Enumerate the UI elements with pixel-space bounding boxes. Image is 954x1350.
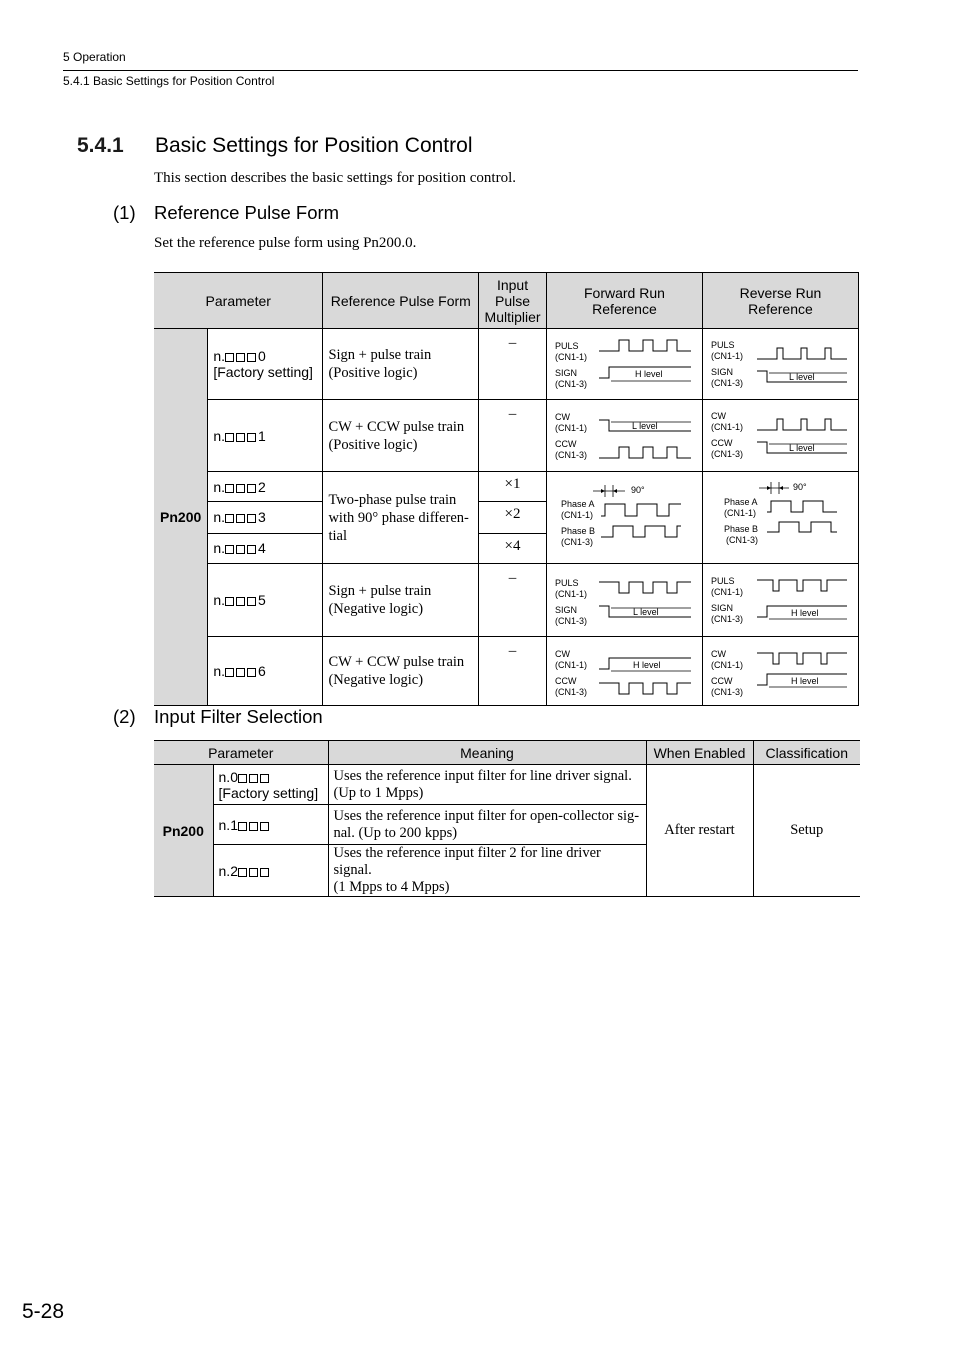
reverse-waveform-cell xyxy=(702,329,858,400)
svg-text:Phase A: Phase A xyxy=(560,499,595,509)
forward-waveform-sign-neg xyxy=(547,564,702,636)
reverse-waveform-cw-pos xyxy=(703,400,858,471)
svg-text:(CN1-3): (CN1-3) xyxy=(554,379,587,389)
factory-setting-note: [Factory setting] xyxy=(213,364,313,380)
svg-text:L level: L level xyxy=(788,443,815,453)
subsection-1-heading xyxy=(113,202,339,224)
factory-setting-note: [Factory setting] xyxy=(218,784,319,801)
multiplier-cell: – xyxy=(479,564,547,637)
svg-text:(CN1-3): (CN1-3) xyxy=(554,687,587,697)
forward-waveform-two-phase xyxy=(547,472,702,563)
svg-text:PULS: PULS xyxy=(554,578,579,588)
meaning-cell: Uses the reference input filter for open-collector sig- nal. (Up to 200 kpps) xyxy=(328,805,646,845)
setting-code-cell: n.1 xyxy=(213,805,328,845)
running-header-chapter: 5 Operation xyxy=(63,50,126,64)
svg-text:(CN1-1): (CN1-1) xyxy=(560,510,593,520)
header-forward-run: Forward Run Reference xyxy=(546,273,702,329)
subsection-1-title: Reference Pulse Form xyxy=(154,202,340,223)
svg-text:(CN1-1): (CN1-1) xyxy=(710,422,743,432)
svg-text:CW: CW xyxy=(554,649,570,659)
header-meaning: Meaning xyxy=(328,741,646,765)
forward-waveform-cell xyxy=(546,329,702,400)
svg-text:CCW: CCW xyxy=(710,676,733,686)
section-number: 5.4.1 xyxy=(77,134,124,157)
svg-text:SIGN: SIGN xyxy=(710,367,733,377)
header-multiplier: Input Pulse Multiplier xyxy=(479,273,547,329)
forward-waveform-cell xyxy=(546,400,702,472)
forward-waveform-sign-pos xyxy=(547,329,702,399)
header-parameter: Parameter xyxy=(154,273,323,329)
pulse-form-cell: CW + CCW pulse train (Positive logic) xyxy=(323,400,479,472)
svg-text:(CN1-1): (CN1-1) xyxy=(710,351,743,361)
multiplier-cell: ×2 xyxy=(479,502,547,533)
svg-text:CW: CW xyxy=(710,411,726,421)
svg-text:CCW: CCW xyxy=(554,439,577,449)
header-reverse-run: Reverse Run Reference xyxy=(702,273,858,329)
setting-code-cell: n. 5 xyxy=(208,564,323,637)
classification-cell: Setup xyxy=(753,765,860,897)
svg-text:L level: L level xyxy=(632,607,659,617)
forward-waveform-cw-pos xyxy=(547,400,702,471)
svg-text:H level: H level xyxy=(632,660,661,670)
subsection-1-desc: Set the reference pulse form using Pn200.0. xyxy=(154,235,417,251)
header-parameter: Parameter xyxy=(154,741,328,765)
svg-text:(CN1-3): (CN1-3) xyxy=(710,614,743,624)
header-rule xyxy=(63,70,858,71)
setting-code-cell: n. 1 xyxy=(208,400,323,472)
reference-pulse-form-table xyxy=(154,272,859,706)
forward-waveform-cell xyxy=(546,637,702,706)
reverse-waveform-cell xyxy=(702,400,858,472)
multiplier-cell: – xyxy=(479,637,547,706)
svg-text:CW: CW xyxy=(710,649,726,659)
svg-text:H level: H level xyxy=(790,608,819,618)
subsection-2-title: Input Filter Selection xyxy=(154,706,323,727)
param-pn200-cell: Pn200 xyxy=(154,765,213,897)
svg-text:(CN1-3): (CN1-3) xyxy=(554,616,587,626)
setting-code-cell: n.0 [Factory setting] xyxy=(213,765,328,805)
setting-code-cell: n. 4 xyxy=(208,533,323,563)
svg-text:PULS: PULS xyxy=(710,576,735,586)
reverse-waveform-sign-neg xyxy=(703,564,858,636)
meaning-cell: Uses the reference input filter for line driver signal. (Up to 1 Mpps) xyxy=(328,765,646,805)
svg-text:CCW: CCW xyxy=(554,676,577,686)
svg-text:(CN1-1): (CN1-1) xyxy=(554,352,587,362)
setting-code-cell: n. 6 xyxy=(208,637,323,706)
running-header-section: 5.4.1 Basic Settings for Position Control xyxy=(63,74,275,88)
multiplier-cell: ×4 xyxy=(479,533,547,563)
header-pulse-form: Reference Pulse Form xyxy=(323,273,479,329)
pulse-form-cell: Sign + pulse train (Positive logic) xyxy=(323,329,479,400)
svg-text:90°: 90° xyxy=(792,482,807,492)
param-pn200-cell: Pn200 xyxy=(154,329,208,706)
multiplier-cell: – xyxy=(479,400,547,472)
svg-text:Phase B: Phase B xyxy=(560,526,595,536)
svg-text:H level: H level xyxy=(634,369,663,379)
reverse-waveform-sign-pos xyxy=(703,329,858,399)
when-enabled-cell: After restart xyxy=(646,765,753,897)
subsection-2-heading xyxy=(113,706,323,728)
svg-text:L level: L level xyxy=(631,421,658,431)
svg-text:(CN1-3): (CN1-3) xyxy=(710,687,743,697)
svg-text:(CN1-1): (CN1-1) xyxy=(554,423,587,433)
pulse-form-cell: Sign + pulse train (Negative logic) xyxy=(323,564,479,637)
svg-text:90°: 90° xyxy=(630,485,645,495)
meaning-cell: Uses the reference input filter 2 for line driver signal. (1 Mpps to 4 Mpps) xyxy=(328,845,646,897)
section-heading xyxy=(77,134,472,158)
pulse-form-cell: CW + CCW pulse train (Negative logic) xyxy=(323,637,479,706)
svg-text:(CN1-1): (CN1-1) xyxy=(710,587,743,597)
multiplier-cell: – xyxy=(479,329,547,400)
forward-waveform-cell xyxy=(546,564,702,637)
svg-text:(CN1-3): (CN1-3) xyxy=(710,378,743,388)
svg-text:SIGN: SIGN xyxy=(710,603,733,613)
svg-text:(CN1-1): (CN1-1) xyxy=(710,660,743,670)
subsection-1-number: (1) xyxy=(113,202,136,223)
reverse-waveform-cell xyxy=(702,564,858,637)
setting-code-cell: n. 3 xyxy=(208,502,323,533)
svg-text:Phase B: Phase B xyxy=(723,524,758,534)
svg-text:Phase A: Phase A xyxy=(723,497,758,507)
svg-text:SIGN: SIGN xyxy=(554,368,577,378)
setting-code-cell: n. 0 [Factory setting] xyxy=(208,329,323,400)
svg-text:(CN1-1): (CN1-1) xyxy=(554,589,587,599)
svg-text:(CN1-1): (CN1-1) xyxy=(723,508,756,518)
pulse-form-cell: Two-phase pulse train with 90° phase differen- tial xyxy=(323,472,479,564)
input-filter-table xyxy=(154,740,860,897)
svg-text:L level: L level xyxy=(788,372,815,382)
header-classification: Classification xyxy=(753,741,860,765)
svg-text:(CN1-3): (CN1-3) xyxy=(554,450,587,460)
reverse-waveform-cell xyxy=(702,637,858,706)
svg-text:H level: H level xyxy=(790,676,819,686)
header-when-enabled: When Enabled xyxy=(646,741,753,765)
forward-waveform-cw-neg xyxy=(547,637,702,705)
svg-text:(CN1-1): (CN1-1) xyxy=(554,660,587,670)
reverse-waveform-cell xyxy=(702,472,858,564)
page-number: 5-28 xyxy=(22,1300,65,1323)
svg-text:(CN1-3): (CN1-3) xyxy=(560,537,593,547)
svg-text:CCW: CCW xyxy=(710,438,733,448)
reverse-waveform-cw-neg xyxy=(703,637,858,705)
multiplier-cell: ×1 xyxy=(479,472,547,502)
svg-text:SIGN: SIGN xyxy=(554,605,577,615)
setting-code-cell: n. 2 xyxy=(208,472,323,502)
section-title: Basic Settings for Position Control xyxy=(155,134,473,157)
svg-text:CW: CW xyxy=(554,412,570,422)
svg-text:(CN1-3): (CN1-3) xyxy=(710,449,743,459)
forward-waveform-cell xyxy=(546,472,702,564)
subsection-2-number: (2) xyxy=(113,706,136,727)
svg-text:(CN1-3): (CN1-3) xyxy=(725,535,758,545)
section-intro: This section describes the basic settings for position control. xyxy=(154,170,517,186)
svg-text:PULS: PULS xyxy=(710,340,735,350)
reverse-waveform-two-phase xyxy=(703,472,858,563)
setting-code-cell: n.2 xyxy=(213,845,328,897)
svg-text:PULS: PULS xyxy=(554,341,579,351)
